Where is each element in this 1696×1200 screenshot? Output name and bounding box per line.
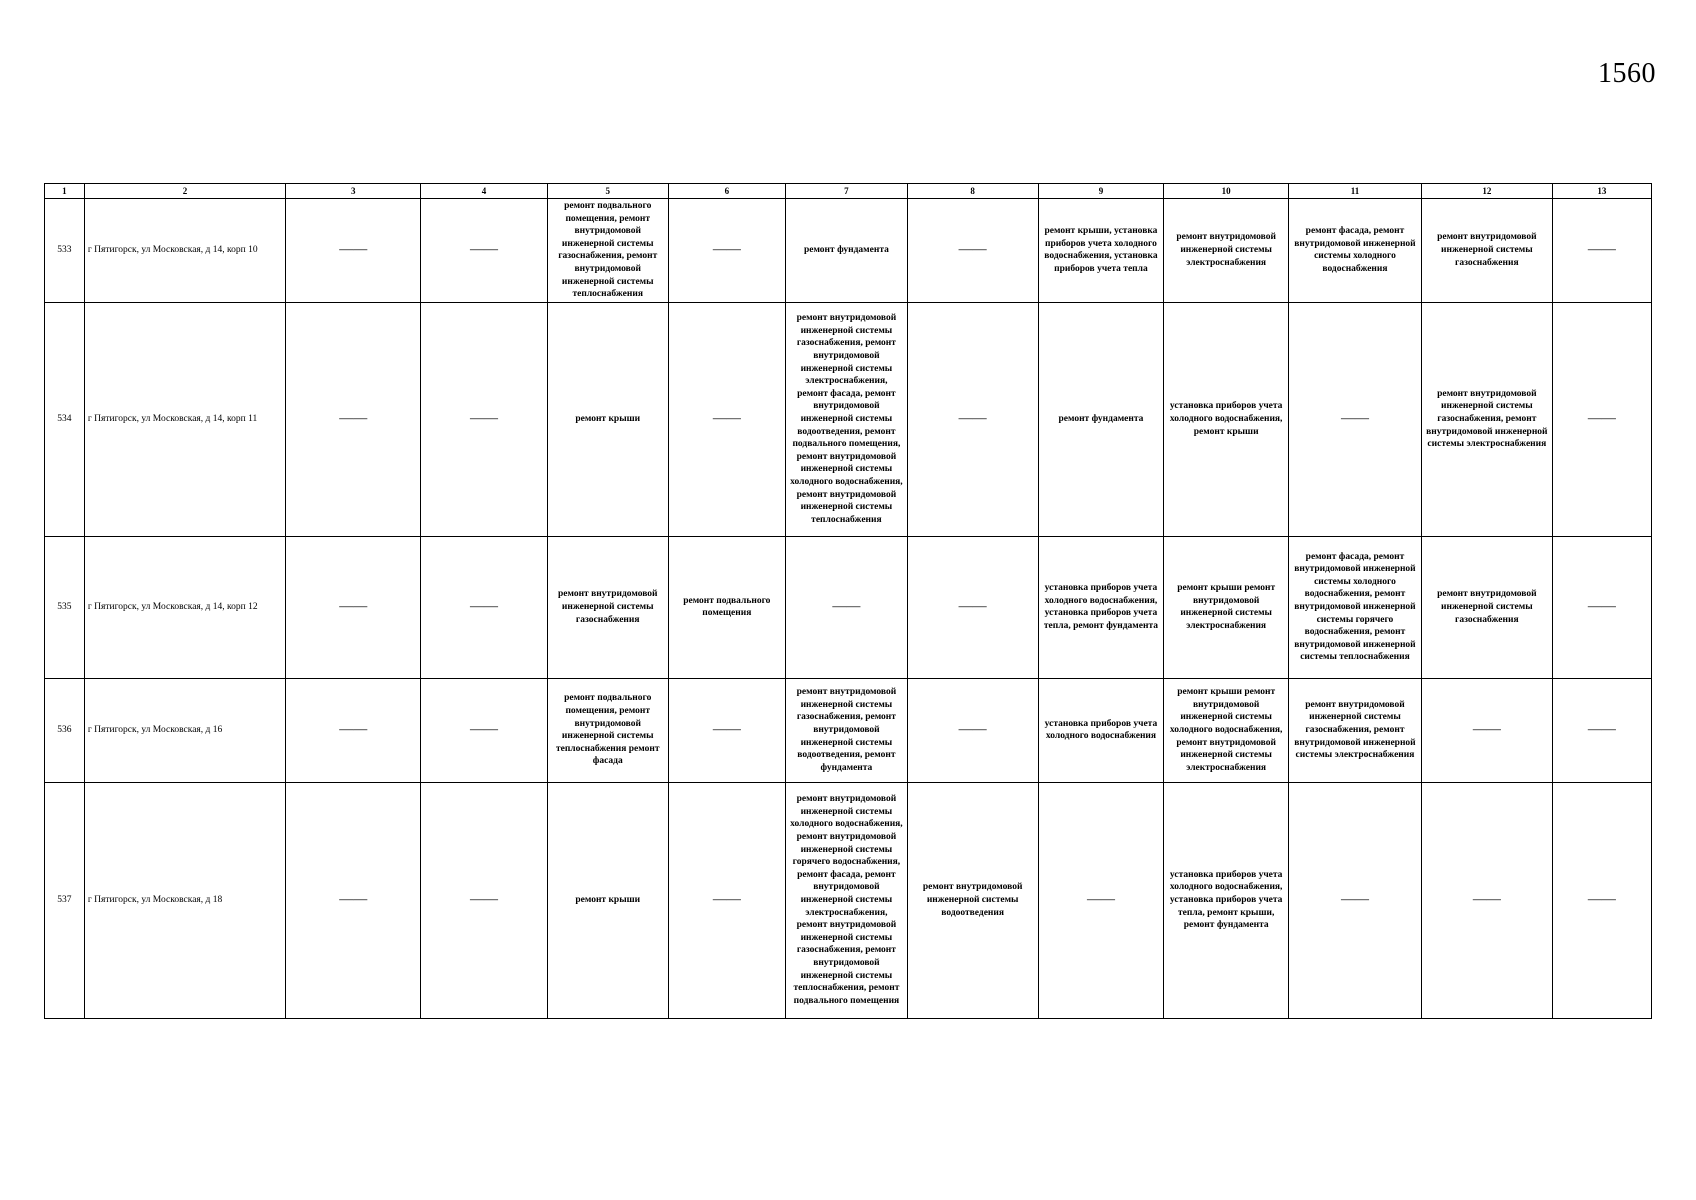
cell-col-10: ремонт внутридомовой инженерной системы электроснабжения [1164,199,1289,303]
row-number: 535 [45,536,85,678]
cell-col-9: ремонт фундамента [1038,302,1164,536]
cell-col-13: —— [1552,678,1651,782]
column-header: 3 [286,184,421,199]
table-row [45,782,1652,1018]
table-row [45,678,1652,782]
cell-col-5: ремонт подвального помещения, ремонт внутридомовой инженерной системы теплоснабжения ремонт фасада [547,678,668,782]
header-row [45,184,1652,199]
cell-col-7: ремонт внутридомовой инженерной системы холодного водоснабжения, ремонт внутридомовой инженерной системы горячего водоснабжения, ремонт фасада, ремонт внутридомовой инженерной системы электроснабжения, ремонт внутридомовой инженерной системы газоснабжения, ремонт внутридомовой инженерной системы теплоснабжения, ремонт подвального помещения [786,782,908,1018]
column-header: 1 [45,184,85,199]
cell-col-9: установка приборов учета холодного водоснабжения [1038,678,1164,782]
column-header: 12 [1421,184,1552,199]
cell-col-13: —— [1552,536,1651,678]
column-header: 11 [1289,184,1422,199]
cell-col-3: —— [286,678,421,782]
cell-col-13: —— [1552,782,1651,1018]
cell-col-12: —— [1421,782,1552,1018]
cell-col-10: ремонт крыши ремонт внутридомовой инженерной системы электроснабжения [1164,536,1289,678]
row-number: 537 [45,782,85,1018]
column-header: 5 [547,184,668,199]
address-cell: г Пятигорск, ул Московская, д 14, корп 12 [84,536,285,678]
cell-col-13: —— [1552,199,1651,303]
cell-col-12: ремонт внутридомовой инженерной системы газоснабжения [1421,536,1552,678]
cell-col-3: —— [286,302,421,536]
cell-col-11: ремонт внутридомовой инженерной системы газоснабжения, ремонт внутридомовой инженерной системы электроснабжения [1289,678,1422,782]
cell-col-6: —— [668,678,786,782]
cell-col-6: —— [668,199,786,303]
cell-col-8: ремонт внутридомовой инженерной системы водоотведения [907,782,1038,1018]
table-row [45,302,1652,536]
cell-col-12: ремонт внутридомовой инженерной системы газоснабжения, ремонт внутридомовой инженерной системы электроснабжения [1421,302,1552,536]
column-header: 2 [84,184,285,199]
cell-col-12: ремонт внутридомовой инженерной системы газоснабжения [1421,199,1552,303]
column-header: 9 [1038,184,1164,199]
row-number: 534 [45,302,85,536]
cell-col-11: —— [1289,782,1422,1018]
column-header: 4 [421,184,548,199]
repair-schedule-table [44,183,1652,1019]
address-cell: г Пятигорск, ул Московская, д 14, корп 10 [84,199,285,303]
address-cell: г Пятигорск, ул Московская, д 18 [84,782,285,1018]
cell-col-6: —— [668,782,786,1018]
cell-col-5: ремонт крыши [547,782,668,1018]
cell-col-3: —— [286,782,421,1018]
column-header: 13 [1552,184,1651,199]
cell-col-5: ремонт внутридомовой инженерной системы газоснабжения [547,536,668,678]
repair-schedule-table-wrap [44,183,1652,1019]
column-header: 7 [786,184,908,199]
column-header: 6 [668,184,786,199]
cell-col-9: ремонт крыши, установка приборов учета холодного водоснабжения, установка приборов учета тепла [1038,199,1164,303]
cell-col-3: —— [286,199,421,303]
address-cell: г Пятигорск, ул Московская, д 16 [84,678,285,782]
cell-col-4: —— [421,678,548,782]
cell-col-3: —— [286,536,421,678]
cell-col-4: —— [421,782,548,1018]
table-row [45,199,1652,303]
cell-col-6: ремонт подвального помещения [668,536,786,678]
cell-col-10: установка приборов учета холодного водоснабжения, ремонт крыши [1164,302,1289,536]
cell-col-8: —— [907,678,1038,782]
cell-col-7: ремонт внутридомовой инженерной системы газоснабжения, ремонт внутридомовой инженерной системы электроснабжения, ремонт фасада, ремонт внутридомовой инженерной системы водоотведения, ремонт подвального помещения, ремонт внутридомовой инженерной системы холодного водоснабжения, ремонт внутридомовой инженерной системы теплоснабжения [786,302,908,536]
cell-col-11: ремонт фасада, ремонт внутридомовой инженерной системы холодного водоснабжения [1289,199,1422,303]
cell-col-4: —— [421,199,548,303]
cell-col-9: —— [1038,782,1164,1018]
address-cell: г Пятигорск, ул Московская, д 14, корп 11 [84,302,285,536]
cell-col-4: —— [421,536,548,678]
cell-col-5: ремонт крыши [547,302,668,536]
cell-col-8: —— [907,302,1038,536]
cell-col-6: —— [668,302,786,536]
row-number: 533 [45,199,85,303]
cell-col-8: —— [907,536,1038,678]
column-header: 8 [907,184,1038,199]
column-header: 10 [1164,184,1289,199]
page-number: 1560 [1598,58,1656,89]
cell-col-11: —— [1289,302,1422,536]
cell-col-7: —— [786,536,908,678]
cell-col-13: —— [1552,302,1651,536]
cell-col-11: ремонт фасада, ремонт внутридомовой инженерной системы холодного водоснабжения, ремонт внутридомовой инженерной системы горячего водоснабжения, ремонт внутридомовой инженерной системы теплоснабжения [1289,536,1422,678]
cell-col-10: установка приборов учета холодного водоснабжения, установка приборов учета тепла, ремонт крыши, ремонт фундамента [1164,782,1289,1018]
cell-col-5: ремонт подвального помещения, ремонт внутридомовой инженерной системы газоснабжения, ремонт внутридомовой инженерной системы теплоснабжения [547,199,668,303]
cell-col-12: —— [1421,678,1552,782]
row-number: 536 [45,678,85,782]
cell-col-9: установка приборов учета холодного водоснабжения, установка приборов учета тепла, ремонт фундамента [1038,536,1164,678]
cell-col-8: —— [907,199,1038,303]
cell-col-4: —— [421,302,548,536]
cell-col-7: ремонт внутридомовой инженерной системы газоснабжения, ремонт внутридомовой инженерной системы водоотведения, ремонт фундамента [786,678,908,782]
table-row [45,536,1652,678]
cell-col-10: ремонт крыши ремонт внутридомовой инженерной системы холодного водоснабжения, ремонт внутридомовой инженерной системы электроснабжения [1164,678,1289,782]
cell-col-7: ремонт фундамента [786,199,908,303]
